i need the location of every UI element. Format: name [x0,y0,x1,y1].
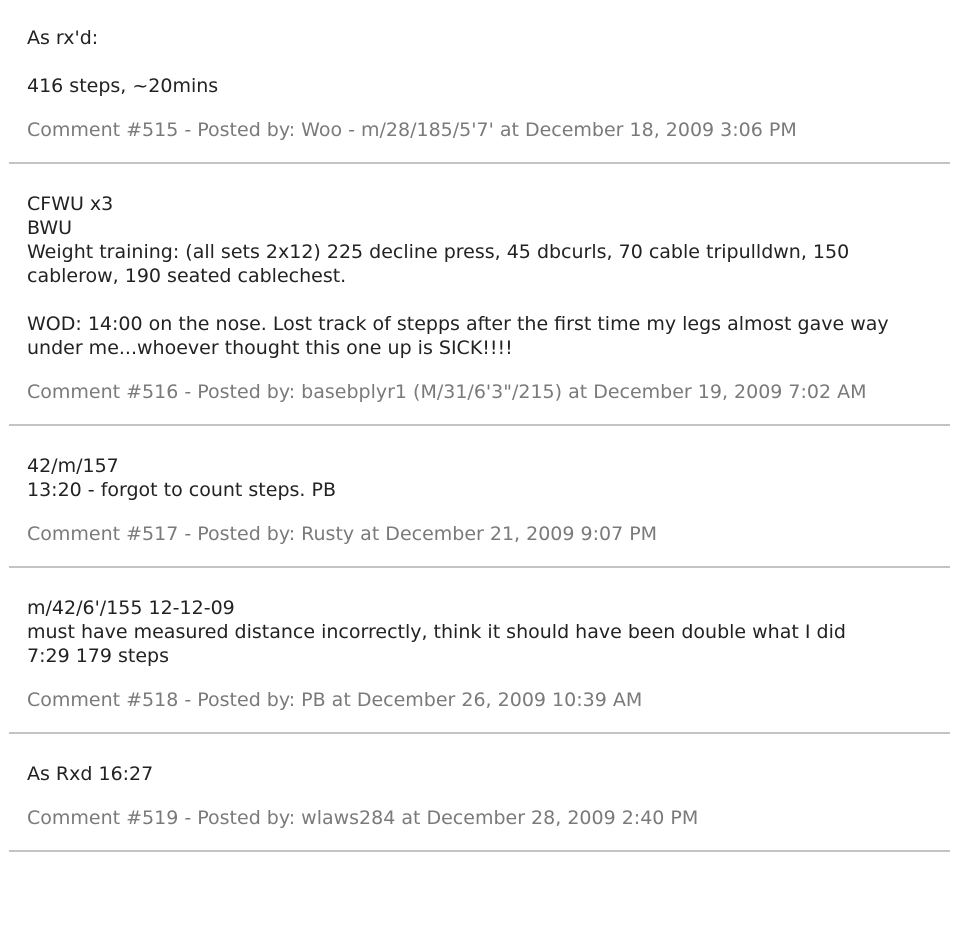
comment-line-blank [27,288,932,312]
comment-518 [9,568,950,734]
comment-line: As rx'd: [27,27,99,49]
comment-line: 42/m/157 [27,455,119,477]
comment-body [27,596,932,668]
comment-body [27,454,932,502]
comment-line: CFWU x3 [27,193,114,215]
comment-body [27,26,932,98]
comment-line: As Rxd 16:27 [27,763,154,785]
comment-meta: Comment #515 - Posted by: Woo - m/28/185/5'7' at December 18, 2009 3:06 PM [27,119,797,141]
comment-body [27,762,932,786]
comment-meta: Comment #517 - Posted by: Rusty at December 21, 2009 9:07 PM [27,523,658,545]
comment-line: BWU [27,217,73,239]
comment-line: Weight training: (all sets 2x12) 225 decline press, 45 dbcurls, 70 cable tripulldwn, 150 cablerow, 190 seated cablechest. [27,241,850,287]
comment-line: WOD: 14:00 on the nose. Lost track of stepps after the first time my legs almost gave way under me...whoever thought this one up is SICK!!!! [27,313,889,359]
comment-515 [9,0,950,164]
comment-line-blank [27,50,932,74]
comment-516 [9,164,950,426]
comment-meta: Comment #519 - Posted by: wlaws284 at December 28, 2009 2:40 PM [27,807,699,829]
comment-519 [9,734,950,852]
comment-meta: Comment #516 - Posted by: basebplyr1 (M/31/6'3"/215) at December 19, 2009 7:02 AM [27,381,867,403]
comment-line: m/42/6'/155 12-12-09 [27,597,235,619]
comment-line: must have measured distance incorrectly, think it should have been double what I did [27,621,846,643]
comment-meta: Comment #518 - Posted by: PB at December 26, 2009 10:39 AM [27,689,643,711]
comment-517 [9,426,950,568]
comment-line: 13:20 - forgot to count steps. PB [27,479,336,501]
comment-line: 416 steps, ~20mins [27,75,219,97]
comment-body [27,192,932,360]
comment-line: 7:29 179 steps [27,645,170,667]
